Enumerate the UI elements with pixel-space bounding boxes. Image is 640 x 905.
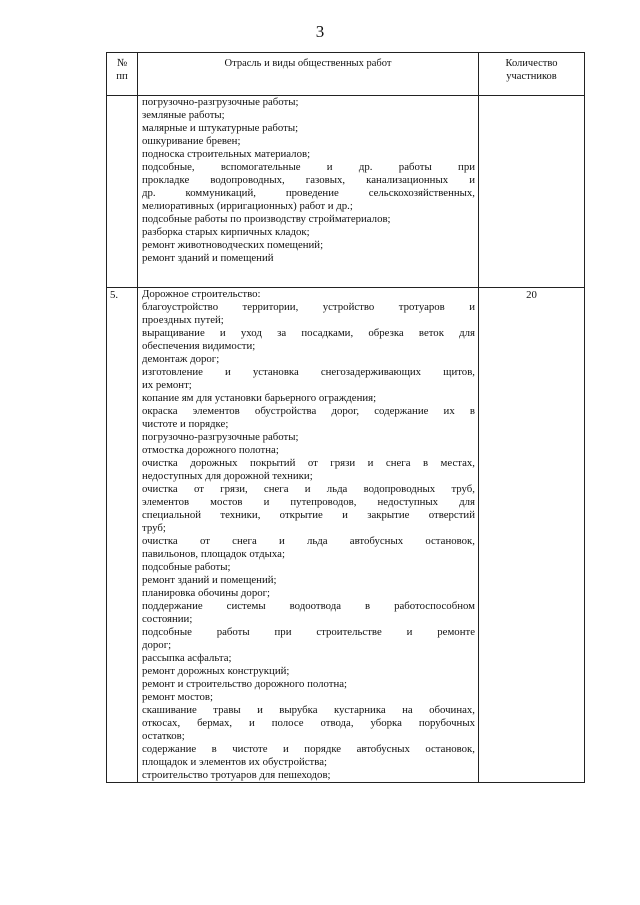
work-item: элементов мостов и путепроводов, недоступных для — [142, 496, 475, 508]
work-item: окраска элементов обустройства дорог, содержание их в — [142, 405, 475, 417]
work-item: чистоте и порядке; — [142, 418, 229, 430]
work-item: подсобные, вспомогательные и др. работы при — [142, 161, 475, 173]
row-number: 5. — [107, 288, 138, 783]
participants-count — [479, 96, 585, 288]
header-participants: Количество участников — [479, 53, 585, 96]
table-header-row — [107, 53, 585, 96]
work-item: рассыпка асфальта; — [142, 652, 232, 664]
table-row — [107, 96, 585, 288]
work-item: специальной техники, открытие и закрытие отверстий — [142, 509, 475, 521]
work-item: погрузочно-разгрузочные работы; — [142, 431, 299, 443]
work-item: состоянии; — [142, 613, 193, 625]
work-item: прокладке водопроводных, газовых, канализационных и — [142, 174, 475, 186]
work-item: копание ям для установки барьерного ограждения; — [142, 392, 377, 404]
work-item: земляные работы; — [142, 109, 225, 121]
work-item: мелиоративных (ирригационных) работ и др.; — [142, 200, 353, 212]
work-item: малярные и штукатурные работы; — [142, 122, 299, 134]
public-works-table — [106, 52, 585, 783]
work-item: демонтаж дорог; — [142, 353, 220, 365]
work-item: отмостка дорожного полотна; — [142, 444, 279, 456]
work-item: поддержание системы водоотвода в работоспособном — [142, 600, 475, 612]
participants-count: 20 — [479, 288, 585, 783]
work-item: строительство тротуаров для пешеходов; — [142, 769, 331, 781]
work-item: очистка от грязи, снега и льда водопроводных труб, — [142, 483, 475, 495]
work-item: их ремонт; — [142, 379, 192, 391]
work-item: очистка дорожных покрытий от грязи и снега в местах, — [142, 457, 475, 469]
work-item: разборка старых кирпичных кладок; — [142, 226, 310, 238]
work-item: обеспечения видимости; — [142, 340, 256, 352]
work-item: ошкуривание бревен; — [142, 135, 241, 147]
work-item: площадок и элементов их обустройства; — [142, 756, 328, 768]
header-number-abbrev: пп — [116, 70, 128, 82]
header-branch: Отрасль и виды общественных работ — [138, 53, 479, 96]
work-list — [138, 288, 479, 783]
work-item: скашивание травы и вырубка кустарника на обочинах, — [142, 704, 475, 716]
work-item: планировка обочины дорог; — [142, 587, 271, 599]
work-item: откосах, бермах, и полосе отвода, уборка порубочных — [142, 717, 475, 729]
work-item: благоустройство территории, устройство тротуаров и — [142, 301, 475, 313]
work-item: Дорожное строительство: — [142, 288, 261, 300]
page-number: 3 — [315, 22, 325, 41]
work-item: др. коммуникаций, проведение сельскохозяйственных, — [142, 187, 475, 199]
work-item: ремонт зданий и помещений; — [142, 574, 277, 586]
work-item: подноска строительных материалов; — [142, 148, 311, 160]
table-row — [107, 288, 585, 783]
row-number — [107, 96, 138, 288]
work-item: содержание в чистоте и порядке автобусных остановок, — [142, 743, 475, 755]
work-item: подсобные работы при строительстве и ремонте — [142, 626, 475, 638]
work-item: проездных путей; — [142, 314, 224, 326]
work-item: выращивание и уход за посадками, обрезка веток для — [142, 327, 475, 339]
work-item: недоступных для дорожной техники; — [142, 470, 313, 482]
work-item: ремонт животноводческих помещений; — [142, 239, 324, 251]
work-item: изготовление и установка снегозадерживающих щитов, — [142, 366, 475, 378]
work-item: труб; — [142, 522, 166, 534]
work-item: остатков; — [142, 730, 185, 742]
work-item: погрузочно-разгрузочные работы; — [142, 96, 299, 108]
work-item: дорог; — [142, 639, 172, 651]
work-item: ремонт дорожных конструкций; — [142, 665, 290, 677]
work-item: ремонт и строительство дорожного полотна; — [142, 678, 348, 690]
header-number-symbol: № — [116, 57, 128, 69]
work-list — [138, 96, 479, 288]
work-item: подсобные работы; — [142, 561, 231, 573]
work-item: очистка от снега и льда автобусных остановок, — [142, 535, 475, 547]
work-item: ремонт зданий и помещений — [142, 252, 274, 264]
work-item: павильонов, площадок отдыха; — [142, 548, 285, 560]
work-item: ремонт мостов; — [142, 691, 213, 703]
work-item: подсобные работы по производству стройматериалов; — [142, 213, 391, 225]
header-number — [107, 53, 138, 96]
